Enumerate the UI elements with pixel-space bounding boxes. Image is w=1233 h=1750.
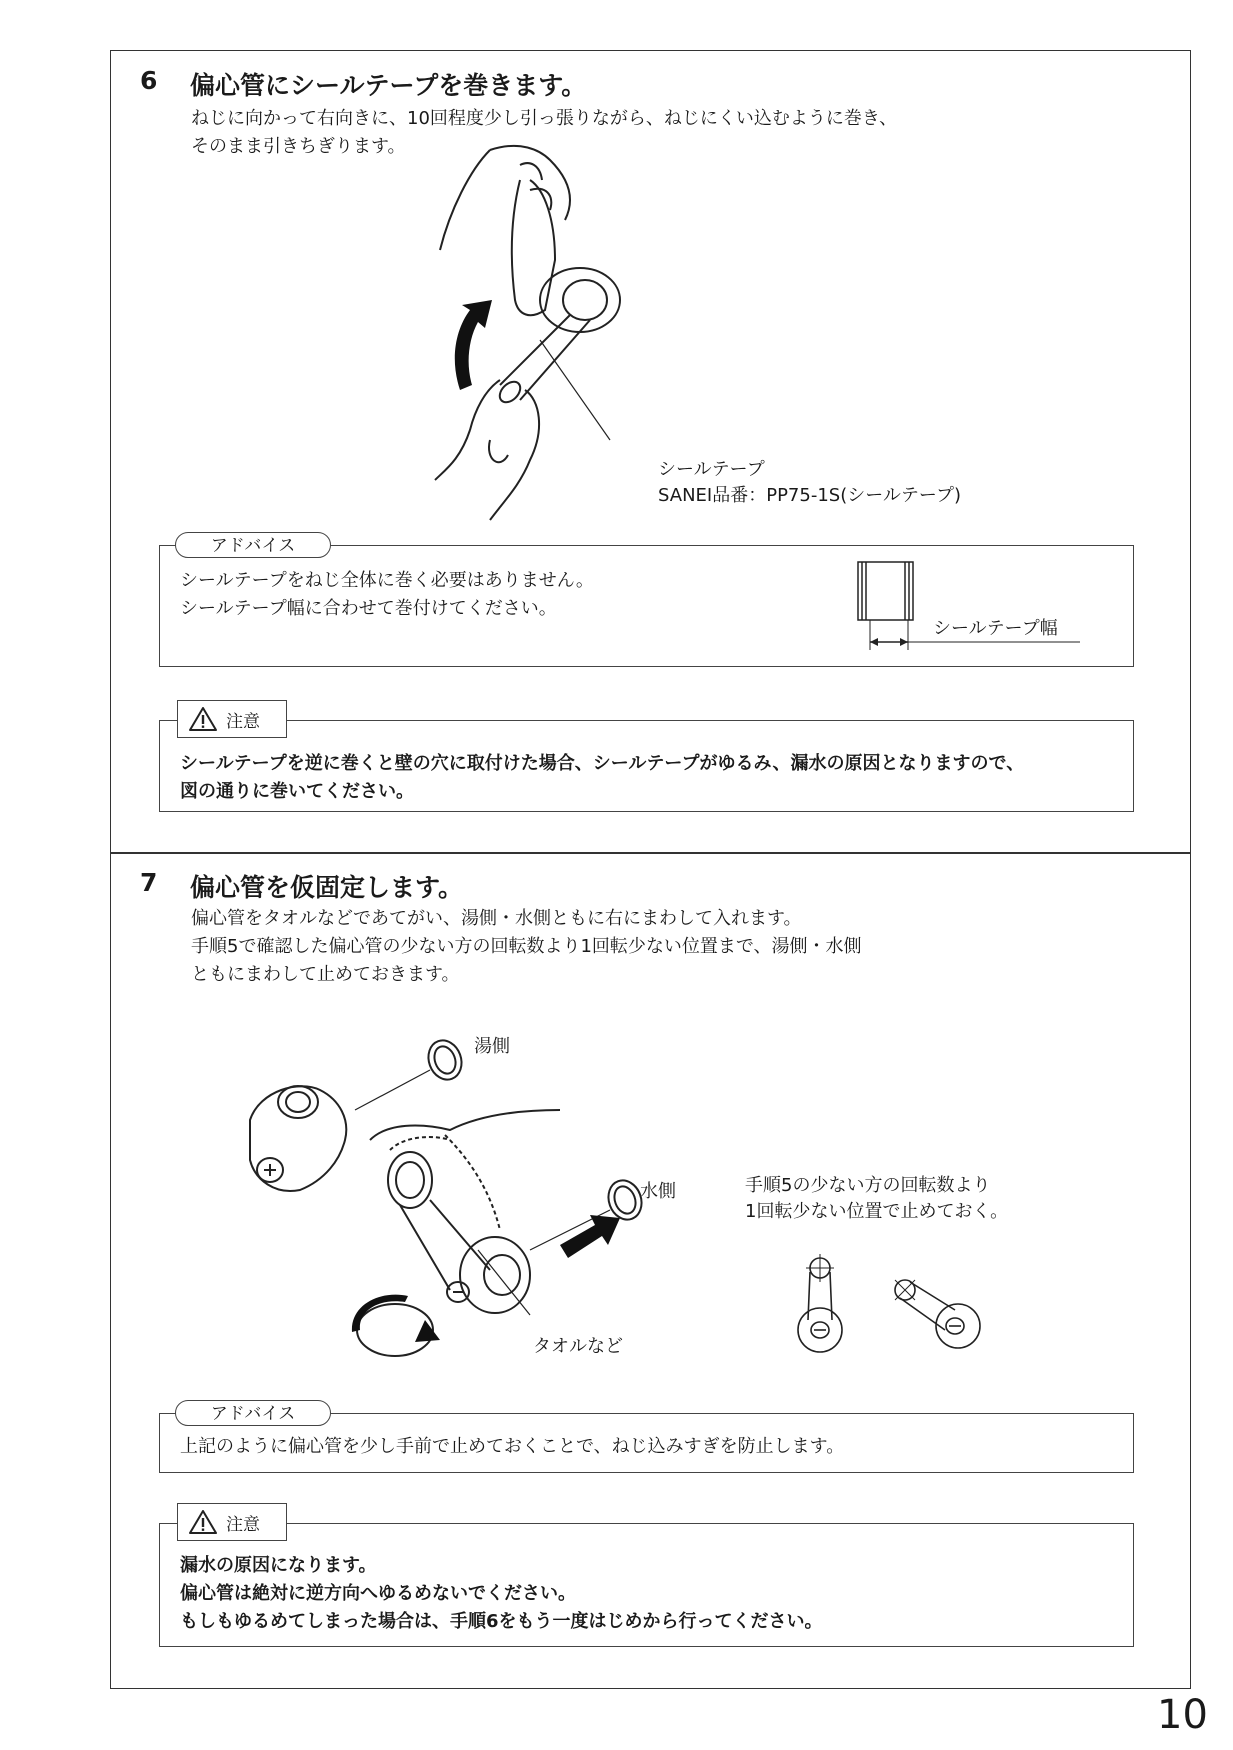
step7-advice-tab: アドバイス	[175, 1400, 331, 1426]
step6-number: 6	[140, 66, 158, 95]
step7-advice-text: 上記のように偏心管を少し手前で止めておくことで、ねじ込みすぎを防止します。	[180, 1436, 845, 1457]
step6-line-1: ねじに向かって右向きに、10回程度少し引っ張りながら、ねじにくい込むように巻き、	[191, 108, 898, 129]
tape-product-label: SANEI品番：PP75-1S(シールテープ)	[658, 485, 961, 506]
step7-caution-line-2: 偏心管は絶対に逆方向へゆるめないでください。	[180, 1583, 576, 1604]
cold-side-label: 水側	[640, 1181, 676, 1202]
step7-line-3: ともにまわして止めておきます。	[191, 964, 460, 985]
step7-line-1: 偏心管をタオルなどであてがい、湯側・水側ともに右にまわして入れます。	[191, 908, 802, 929]
step7-caution-line-1: 漏水の原因になります。	[180, 1555, 377, 1576]
step7-caution-label: 注意	[226, 1514, 260, 1535]
step6-caution-label: 注意	[226, 711, 260, 732]
tape-width-label: シールテープ幅	[933, 618, 1058, 639]
step7-note-line-2: 1回転少ない位置で止めておく。	[745, 1201, 1009, 1222]
step6-caution-tab	[177, 700, 287, 738]
step7-text	[191, 905, 862, 989]
step6-caution-text	[180, 750, 1024, 806]
page-number: 10	[1157, 1692, 1208, 1738]
hot-side-label: 湯側	[474, 1036, 510, 1057]
rotation-position-diagram	[790, 1250, 990, 1360]
tape-label: シールテープ	[658, 459, 765, 480]
step7-number: 7	[140, 868, 158, 897]
step6-advice-tab: アドバイス	[175, 532, 331, 558]
step6-advice-text	[180, 567, 594, 623]
step6-advice-line-1: シールテープをねじ全体に巻く必要はありません。	[180, 570, 594, 591]
step6-advice-line-2: シールテープ幅に合わせて巻付けてください。	[180, 598, 557, 619]
step6-line-2: そのまま引きちぎります。	[191, 136, 406, 157]
tape-wrapping-illustration	[430, 140, 690, 530]
warning-icon	[188, 1509, 218, 1535]
step7-caution-line-3: もしもゆるめてしまった場合は、手順6をもう一度はじめから行ってください。	[180, 1611, 823, 1632]
temporary-fix-illustration	[240, 1030, 700, 1380]
step6-caution-line-1: シールテープを逆に巻くと壁の穴に取付けた場合、シールテープがゆるみ、漏水の原因となりますので、	[180, 753, 1025, 774]
step7-caution-tab	[177, 1503, 287, 1541]
step6-caution-line-2: 図の通りに巻いてください。	[180, 781, 414, 802]
step6-title: 偏心管にシールテープを巻きます。	[190, 71, 587, 100]
step7-note-line-1: 手順5の少ない方の回転数より	[745, 1175, 991, 1196]
step7-line-2: 手順5で確認した偏心管の少ない方の回転数より1回転少ない位置まで、湯側・水側	[191, 936, 862, 957]
step7-note	[745, 1173, 1008, 1225]
step7-title: 偏心管を仮固定します。	[190, 873, 464, 902]
warning-icon	[188, 706, 218, 732]
step7-caution-text	[180, 1552, 823, 1636]
towel-label: タオルなど	[533, 1336, 623, 1357]
